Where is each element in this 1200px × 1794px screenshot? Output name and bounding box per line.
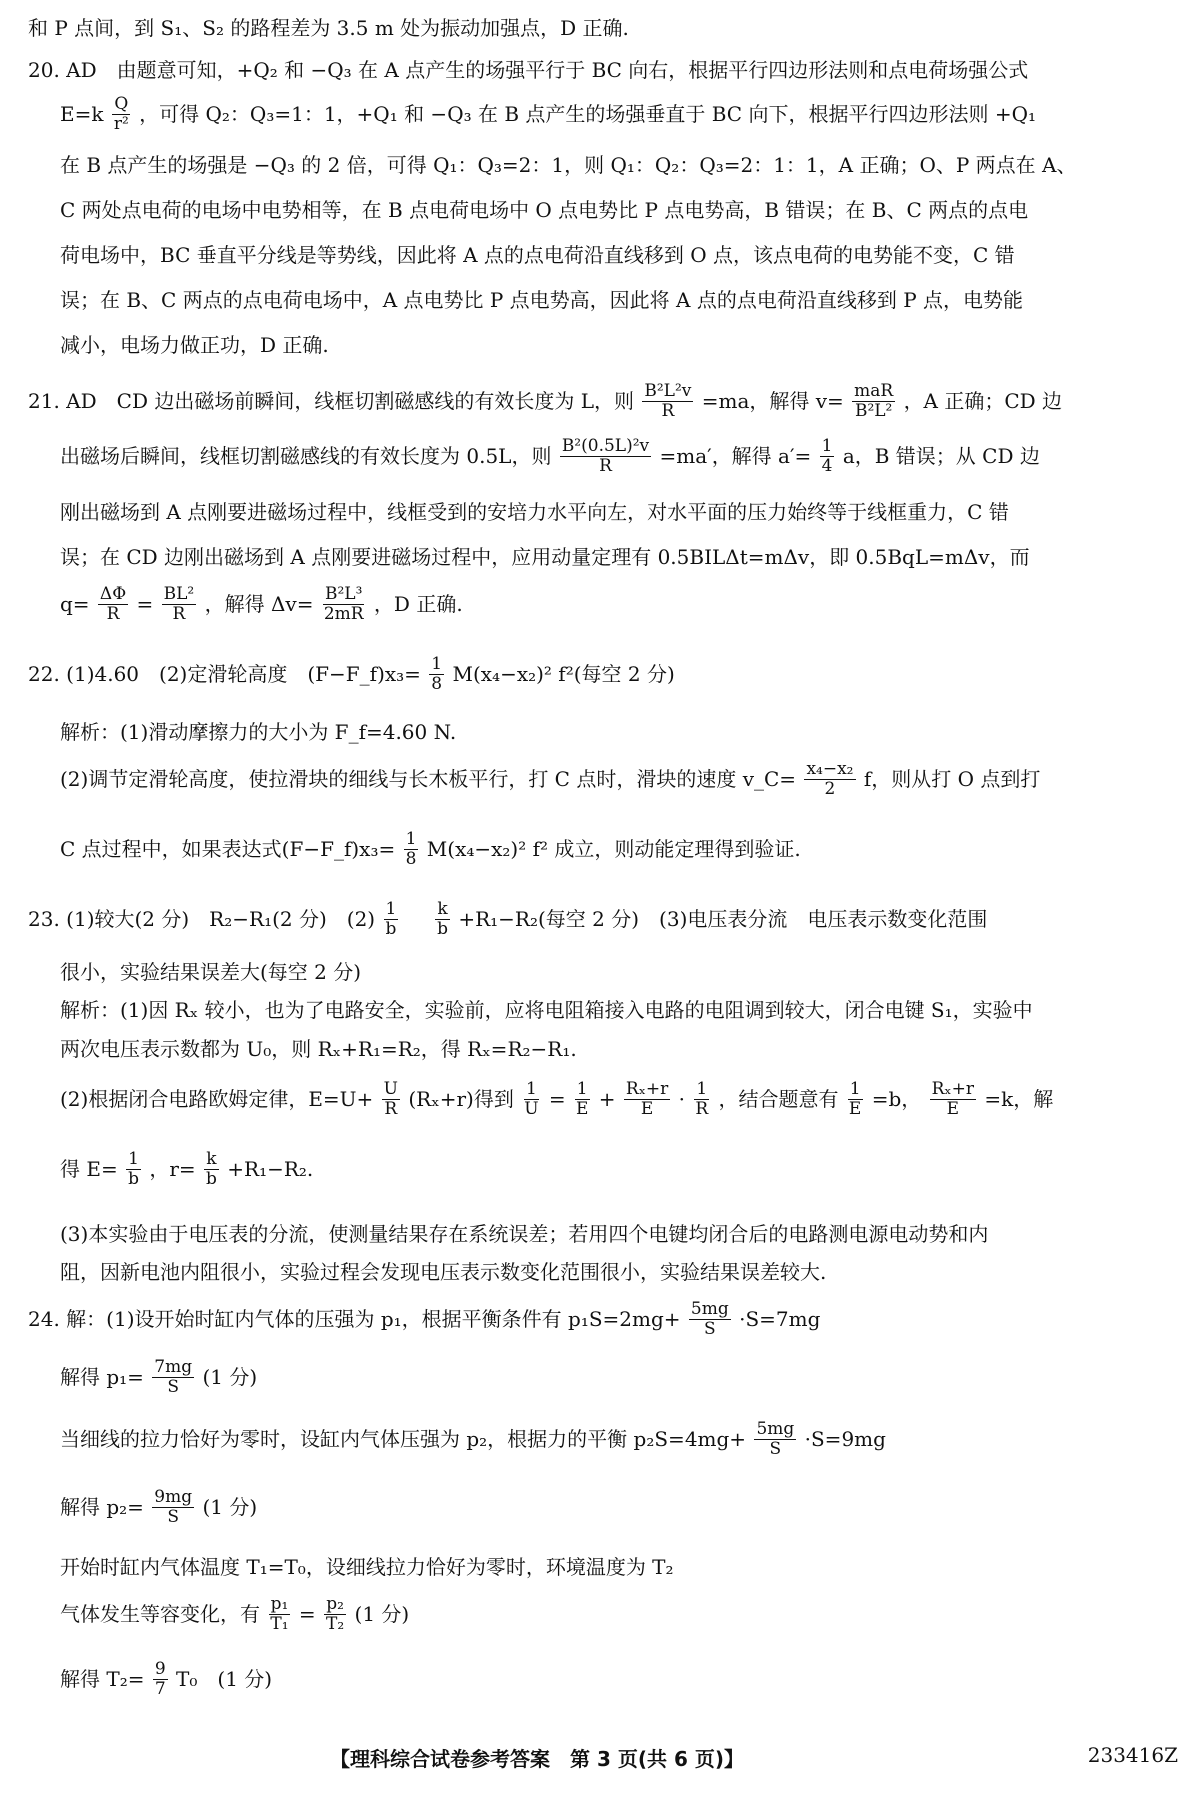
text-segment: (Rₓ+r)得到 bbox=[408, 1087, 514, 1112]
text-segment: (1 分) bbox=[354, 1602, 410, 1627]
text-segment: =ma′，解得 a′= bbox=[659, 444, 812, 469]
fraction: $\frac{U}{R}$ bbox=[383, 1079, 398, 1119]
text-line: C 两处点电荷的电场中电势相等，在 B 点电荷电场中 O 点电势比 P 点电势高，B 错误；在 B、C 两点的点电 bbox=[60, 198, 1029, 222]
text-segment: 气体发生等容变化，有 bbox=[60, 1602, 260, 1627]
text-line bbox=[28, 585, 1200, 623]
text-line bbox=[28, 1420, 1200, 1458]
q21-answer bbox=[28, 382, 1178, 420]
document-code: 233416Z bbox=[1087, 1743, 1178, 1767]
text-segment: 23. (1)较大(2 分) R₂−R₁(2 分) (2) bbox=[28, 907, 376, 932]
fraction: $\frac{\text{BL²}}{R}$ bbox=[163, 584, 195, 624]
text-line: 在 B 点产生的场强是 −Q₃ 的 2 倍，可得 Q₁：Q₃=2：1，则 Q₁：Q₂：Q₃=2：1：1，A 正确；O、P 两点在 A、 bbox=[60, 153, 1077, 177]
fraction: $\frac{1}{E}$ bbox=[848, 1079, 862, 1119]
text-segment: 当细线的拉力恰好为零时，设缸内气体压强为 p₂，根据力的平衡 p₂S=4mg+ bbox=[60, 1427, 747, 1452]
q22-answer bbox=[28, 655, 1178, 693]
text-segment: (1 分) bbox=[202, 1365, 258, 1390]
text-segment: 24. 解：(1)设开始时缸内气体的压强为 p₁，根据平衡条件有 p₁S=2mg+ bbox=[28, 1307, 681, 1332]
text-segment: 解得 T₂= bbox=[60, 1667, 145, 1692]
text-line bbox=[28, 95, 1200, 133]
text-segment: (2)调节定滑轮高度，使拉滑块的细线与长木板平行，打 C 点时，滑块的速度 v_C= bbox=[60, 767, 797, 792]
text-segment: 21. AD CD 边出磁场前瞬间，线框切割磁感线的有效长度为 L，则 bbox=[28, 389, 634, 414]
text-segment: +R₁−R₂(每空 2 分) (3)电压表分流 电压表示数变化范围 bbox=[458, 907, 988, 932]
text-line: 误；在 B、C 两点的点电荷电场中，A 点电势比 P 点电势高，因此将 A 点的点电荷沿直线移到 P 点，电势能 bbox=[60, 288, 1024, 312]
fraction: $\frac{k}{b}$ bbox=[206, 1149, 217, 1189]
text-segment: ，r= bbox=[149, 1157, 196, 1182]
text-line bbox=[28, 760, 1200, 798]
fraction: $\frac{\Delta\Phi}{R}$ bbox=[99, 584, 127, 624]
text-segment: 解得 p₂= bbox=[60, 1495, 144, 1520]
text-segment: +R₁−R₂. bbox=[227, 1157, 314, 1182]
fraction: $\frac{\text{B²L²v}}{R}$ bbox=[644, 381, 692, 421]
text-line bbox=[28, 1488, 1200, 1526]
q24-answer bbox=[28, 1300, 1178, 1338]
text-segment: (1 分) bbox=[202, 1495, 258, 1520]
text-line: 两次电压表示数都为 U₀，则 Rₓ+R₁=R₂，得 Rₓ=R₂−R₁. bbox=[60, 1037, 577, 1061]
text-line bbox=[28, 1080, 1200, 1118]
text-line: 误；在 CD 边刚出磁场到 A 点刚要进磁场过程中，应用动量定理有 0.5BILΔt=mΔv，即 0.5BqL=mΔv，而 bbox=[60, 545, 1030, 569]
text-segment: 得 E= bbox=[60, 1157, 118, 1182]
fraction: $\frac{1}{8}$ bbox=[405, 829, 417, 869]
text-line: 解析：(1)滑动摩擦力的大小为 F_f=4.60 N. bbox=[60, 720, 457, 744]
fraction: $\frac{\text{maR}}{\text{B²L²}}$ bbox=[854, 381, 894, 421]
text-segment: 出磁场后瞬间，线框切割磁感线的有效长度为 0.5L，则 bbox=[60, 444, 552, 469]
fraction: $\frac{\text{p₁}}{\text{T₁}}$ bbox=[270, 1594, 289, 1634]
text-line: (3)本实验由于电压表的分流，使测量结果存在系统误差；若用四个电键均闭合后的电路测电源电动势和内 bbox=[60, 1222, 989, 1246]
fraction: $\frac{Q}{\text{r²}}$ bbox=[113, 94, 129, 134]
fraction: $\frac{1}{U}$ bbox=[524, 1079, 539, 1119]
text-segment: ，D 正确. bbox=[373, 592, 463, 617]
fraction: $\frac{\text{Rₓ+r}}{E}$ bbox=[625, 1079, 669, 1119]
fraction: $\frac{1}{b}$ bbox=[128, 1149, 139, 1189]
text-line: 解析：(1)因 Rₓ 较小，也为了电路安全，实验前，应将电阻箱接入电路的电阻调到较大，闭合电键 S₁，实验中 bbox=[60, 998, 1033, 1022]
text-segment: = bbox=[298, 1602, 316, 1627]
text-segment: M(x₄−x₂)² f² 成立，则动能定理得到验证. bbox=[426, 837, 801, 862]
fraction: $\frac{\text{B²L³}}{2mR}$ bbox=[323, 584, 364, 624]
text-segment: 解得 p₁= bbox=[60, 1365, 144, 1390]
text-segment: = bbox=[548, 1087, 566, 1112]
text-line bbox=[28, 1595, 1200, 1633]
text-segment: ，解得 Δv= bbox=[204, 592, 314, 617]
text-line bbox=[28, 1358, 1200, 1396]
fraction: $\frac{\text{B²(0.5L)²v}}{R}$ bbox=[561, 436, 650, 476]
text-line: 开始时缸内气体温度 T₁=T₀，设细线拉力恰好为零时，环境温度为 T₂ bbox=[60, 1555, 674, 1579]
text-segment: ，可得 Q₂：Q₃=1：1，+Q₁ 和 −Q₃ 在 B 点产生的场强垂直于 BC 向下，根据平行四边形法则 +Q₁ bbox=[139, 102, 1036, 127]
footer-title: 【理科综合试卷参考答案 第 3 页(共 6 页)】 bbox=[330, 1747, 744, 1771]
text-line bbox=[28, 1150, 1200, 1188]
text-segment: C 点过程中，如果表达式(F−F_f)x₃= bbox=[60, 837, 396, 862]
text-segment: (2)根据闭合电路欧姆定律，E=U+ bbox=[60, 1087, 374, 1112]
text-segment: =ma，解得 v= bbox=[701, 389, 844, 414]
text-segment: = bbox=[136, 592, 154, 617]
fraction: $\frac{5mg}{S}$ bbox=[690, 1299, 729, 1339]
text-segment: q= bbox=[60, 592, 90, 617]
fraction: $\frac{1}{R}$ bbox=[695, 1079, 709, 1119]
fraction: $\frac{7mg}{S}$ bbox=[154, 1357, 193, 1397]
text-segment: · bbox=[678, 1087, 686, 1112]
fraction: $\frac{9}{7}$ bbox=[154, 1659, 166, 1699]
text-segment: 22. (1)4.60 (2)定滑轮高度 (F−F_f)x₃= bbox=[28, 662, 421, 687]
text-segment: E=k bbox=[60, 102, 104, 127]
text-line: 和 P 点间，到 S₁、S₂ 的路程差为 3.5 m 处为振动加强点，D 正确. bbox=[28, 16, 629, 40]
text-line bbox=[28, 437, 1200, 475]
text-segment: =k，解 bbox=[984, 1087, 1054, 1112]
text-line bbox=[28, 1660, 1200, 1698]
fraction: $\frac{1}{4}$ bbox=[821, 436, 833, 476]
fraction: $\frac{\text{p₂}}{\text{T₂}}$ bbox=[326, 1594, 345, 1634]
q23-answer bbox=[28, 900, 1178, 938]
text-line: 很小，实验结果误差大(每空 2 分) bbox=[60, 960, 362, 984]
text-line: 刚出磁场到 A 点刚要进磁场过程中，线框受到的安培力水平向左，对水平面的压力始终等于线框重力，C 错 bbox=[60, 500, 1009, 524]
text-segment: ，结合题意有 bbox=[718, 1087, 839, 1112]
text-line bbox=[28, 830, 1200, 868]
q20-answer bbox=[28, 58, 1178, 82]
fraction: $\frac{\text{Rₓ+r}}{E}$ bbox=[931, 1079, 974, 1119]
text-segment: M(x₄−x₂)² f²(每空 2 分) bbox=[452, 662, 675, 687]
text-line: 阻，因新电池内阻很小，实验过程会发现电压表示数变化范围很小，实验结果误差较大. bbox=[60, 1260, 827, 1284]
text-segment: + bbox=[598, 1087, 616, 1112]
fraction: $\frac{1}{8}$ bbox=[431, 654, 443, 694]
text-line: 20. AD 由题意可知，+Q₂ 和 −Q₃ 在 A 点产生的场强平行于 BC 向右，根据平行四边形法则和点电荷场强公式 bbox=[28, 58, 1029, 82]
text-segment: ·S=7mg bbox=[739, 1307, 821, 1332]
fraction: $\frac{k}{b}$ bbox=[437, 899, 448, 939]
fraction: $\frac{1}{b}$ bbox=[385, 899, 397, 939]
text-segment: ，A 正确；CD 边 bbox=[903, 389, 1063, 414]
fraction: $\frac{1}{E}$ bbox=[576, 1079, 589, 1119]
fraction: $\frac{5mg}{S}$ bbox=[756, 1419, 795, 1459]
text-segment: T₀ (1 分) bbox=[176, 1667, 273, 1692]
text-segment: ·S=9mg bbox=[804, 1427, 886, 1452]
text-line: 荷电场中，BC 垂直平分线是等势线，因此将 A 点的点电荷沿直线移到 O 点，该点电荷的电势能不变，C 错 bbox=[60, 243, 1015, 267]
text-segment: a，B 错误；从 CD 边 bbox=[842, 444, 1040, 469]
text-segment: f，则从打 O 点到打 bbox=[863, 767, 1041, 792]
text-line: 减小，电场力做正功，D 正确. bbox=[60, 333, 329, 357]
q19-tail bbox=[28, 16, 1178, 40]
text-segment: =b， bbox=[871, 1087, 922, 1112]
fraction: $\frac{\text{x₄−x₂}}{2}$ bbox=[806, 759, 854, 799]
fraction: $\frac{9mg}{S}$ bbox=[154, 1487, 193, 1527]
